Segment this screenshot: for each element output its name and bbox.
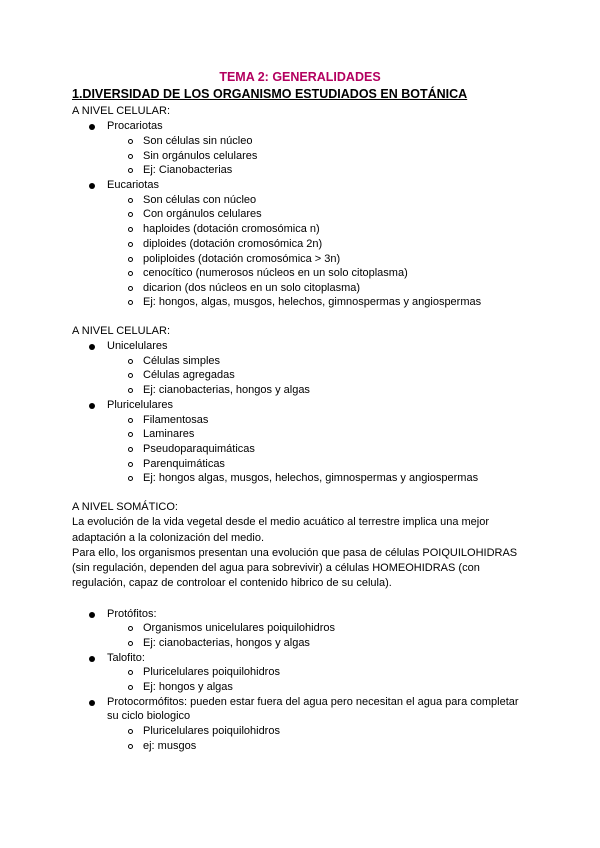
paragraph-line: (sin regulación, dependen del agua para sobrevivir) a células HOMEOHIDRAS (con bbox=[72, 562, 480, 574]
circle-bullet-icon bbox=[128, 388, 133, 393]
list-item: Talofito: bbox=[107, 652, 145, 664]
circle-bullet-icon bbox=[128, 476, 133, 481]
sub-list-item: Laminares bbox=[143, 428, 195, 440]
section2-title: A NIVEL CELULAR: bbox=[72, 325, 171, 337]
bullet-icon bbox=[89, 612, 95, 618]
section3-title: A NIVEL SOMÁTICO: bbox=[72, 501, 178, 513]
bullet-icon bbox=[89, 124, 95, 130]
circle-bullet-icon bbox=[128, 257, 133, 262]
paragraph-line: Para ello, los organismos presentan una evolución que pasa de células POIQUILOHIDRAS bbox=[72, 547, 518, 559]
circle-bullet-icon bbox=[128, 286, 133, 291]
circle-bullet-icon bbox=[128, 641, 133, 646]
circle-bullet-icon bbox=[128, 729, 133, 734]
list-item: Pluricelulares bbox=[107, 399, 174, 411]
sub-list-item: Sin orgánulos celulares bbox=[143, 150, 258, 162]
circle-bullet-icon bbox=[128, 139, 133, 144]
sub-list-item: cenocítico (numerosos núcleos en un solo citoplasma) bbox=[143, 267, 408, 279]
circle-bullet-icon bbox=[128, 212, 133, 217]
list-item: Protocormófitos: pueden estar fuera del agua pero necesitan el agua para completar bbox=[107, 696, 519, 708]
sub-list-item: Ej: hongos algas, musgos, helechos, gimnospermas y angiospermas bbox=[143, 472, 479, 484]
sub-list-item: Células agregadas bbox=[143, 369, 235, 381]
sub-list-item: Filamentosas bbox=[143, 414, 209, 426]
bullet-icon bbox=[89, 700, 95, 706]
circle-bullet-icon bbox=[128, 432, 133, 437]
bullet-icon bbox=[89, 656, 95, 662]
bullet-icon bbox=[89, 344, 95, 350]
paragraph-line: La evolución de la vida vegetal desde el medio acuático al terrestre implica una mejor bbox=[72, 516, 490, 528]
circle-bullet-icon bbox=[128, 670, 133, 675]
circle-bullet-icon bbox=[128, 447, 133, 452]
paragraph-line: adaptación a la colonización del medio. bbox=[72, 532, 265, 544]
list-item-continuation: su ciclo biologico bbox=[107, 710, 191, 722]
circle-bullet-icon bbox=[128, 227, 133, 232]
sub-list-item: ej: musgos bbox=[143, 740, 197, 752]
circle-bullet-icon bbox=[128, 685, 133, 690]
section-heading: 1.DIVERSIDAD DE LOS ORGANISMO ESTUDIADOS EN BOTÁNICA bbox=[72, 87, 468, 101]
circle-bullet-icon bbox=[128, 242, 133, 247]
sub-list-item: poliploides (dotación cromosómica > 3n) bbox=[143, 253, 341, 265]
document-title: TEMA 2: GENERALIDADES bbox=[219, 70, 381, 84]
sub-list-item: Ej: hongos, algas, musgos, helechos, gimnospermas y angiospermas bbox=[143, 296, 482, 308]
circle-bullet-icon bbox=[128, 168, 133, 173]
sub-list-item: diploides (dotación cromosómica 2n) bbox=[143, 238, 323, 250]
list-item: Protófitos: bbox=[107, 608, 157, 620]
circle-bullet-icon bbox=[128, 626, 133, 631]
sub-list-item: Pluricelulares poiquilohidros bbox=[143, 666, 280, 678]
circle-bullet-icon bbox=[128, 271, 133, 276]
sub-list-item: Son células sin núcleo bbox=[143, 135, 253, 147]
circle-bullet-icon bbox=[128, 154, 133, 159]
sub-list-item: haploides (dotación cromosómica n) bbox=[143, 223, 320, 235]
circle-bullet-icon bbox=[128, 300, 133, 305]
circle-bullet-icon bbox=[128, 359, 133, 364]
bullet-icon bbox=[89, 403, 95, 409]
sub-list-item: Células simples bbox=[143, 355, 221, 367]
section1-title: A NIVEL CELULAR: bbox=[72, 105, 171, 117]
sub-list-item: Parenquimáticas bbox=[143, 458, 225, 470]
list-item: Eucariotas bbox=[107, 179, 159, 191]
paragraph-line: regulación, capaz de controloar el contenido hibrico de su celula). bbox=[72, 577, 392, 589]
circle-bullet-icon bbox=[128, 462, 133, 467]
sub-list-item: Son células con núcleo bbox=[143, 194, 257, 206]
sub-list-item: Pseudoparaquimáticas bbox=[143, 443, 255, 455]
sub-list-item: Ej: cianobacterias, hongos y algas bbox=[143, 384, 310, 396]
sub-list-item: Ej: cianobacterias, hongos y algas bbox=[143, 637, 310, 649]
circle-bullet-icon bbox=[128, 373, 133, 378]
sub-list-item: Pluricelulares poiquilohidros bbox=[143, 725, 280, 737]
sub-list-item: dicarion (dos núcleos en un solo citoplasma) bbox=[143, 282, 361, 294]
list-item: Procariotas bbox=[107, 120, 163, 132]
circle-bullet-icon bbox=[128, 744, 133, 749]
circle-bullet-icon bbox=[128, 198, 133, 203]
sub-list-item: Organismos unicelulares poiquilohidros bbox=[143, 622, 335, 634]
circle-bullet-icon bbox=[128, 418, 133, 423]
bullet-icon bbox=[89, 183, 95, 189]
sub-list-item: Con orgánulos celulares bbox=[143, 208, 262, 220]
list-item: Unicelulares bbox=[107, 340, 168, 352]
sub-list-item: Ej: Cianobacterias bbox=[143, 164, 233, 176]
sub-list-item: Ej: hongos y algas bbox=[143, 681, 233, 693]
